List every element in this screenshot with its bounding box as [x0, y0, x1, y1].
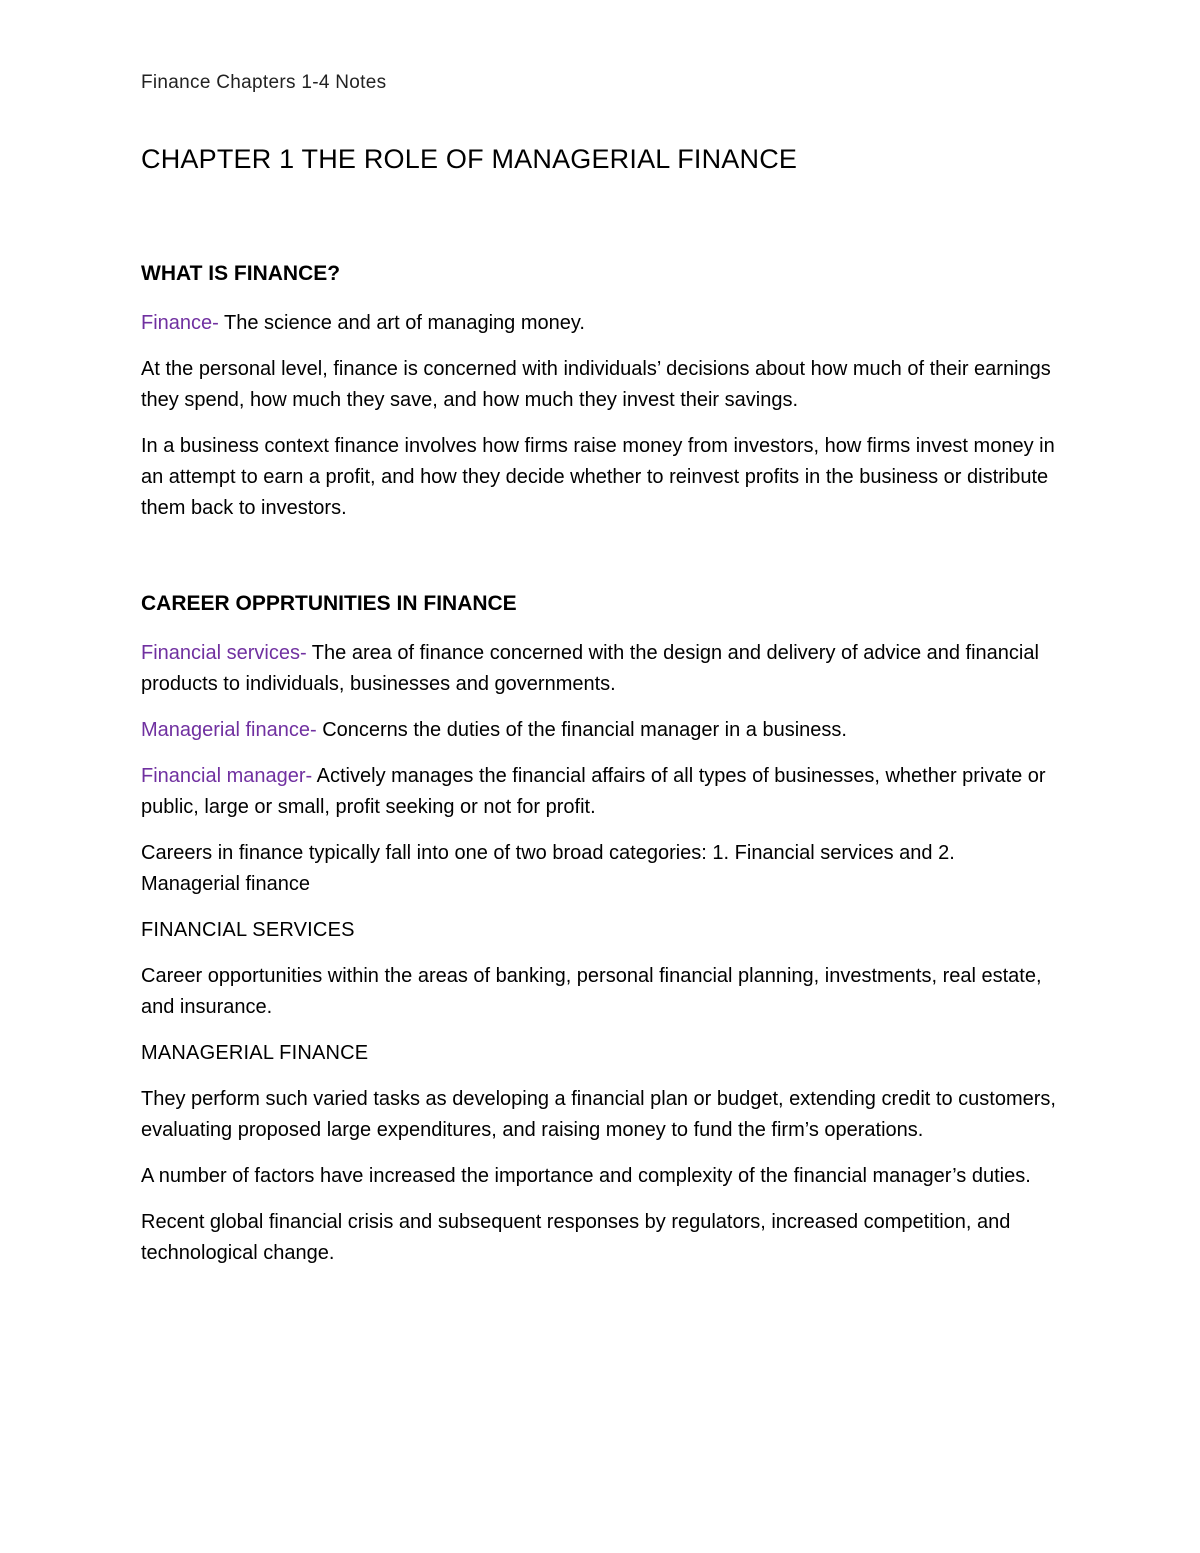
careers-categories-paragraph: Careers in finance typically fall into one of two broad categories: 1. Financial services and 2. Managerial finance: [141, 842, 955, 895]
career-opportunities-heading: CAREER OPPRTUNITIES IN FINANCE: [141, 592, 517, 615]
section-spacer: [141, 539, 1056, 588]
managerial-finance-paragraph: They perform such varied tasks as developing a financial plan or budget, extending credit to customers, evaluating proposed large expenditures, and raising money to fund the firm’s operations.: [141, 1088, 1056, 1141]
financial-manager-term: Financial manager-: [141, 765, 313, 787]
managerial-finance-definition: [141, 715, 1056, 746]
finance-term: Finance-: [141, 312, 219, 334]
factors-paragraph: A number of factors have increased the importance and complexity of the financial manager’s duties.: [141, 1165, 1031, 1187]
financial-manager-definition-text: Actively manages the financial affairs of all types of businesses, whether private or public, large or small, profit seeking or not for profit.: [141, 765, 1046, 818]
chapter-title: CHAPTER 1 THE ROLE OF MANAGERIAL FINANCE: [141, 144, 798, 174]
financial-services-term: Financial services-: [141, 642, 307, 664]
finance-definition: [141, 308, 1056, 339]
financial-manager-definition: [141, 761, 1056, 823]
page-header: Finance Chapters 1-4 Notes: [141, 72, 387, 93]
managerial-finance-term: Managerial finance-: [141, 719, 317, 741]
document-body: [141, 258, 1056, 1284]
financial-services-definition-text: The area of finance concerned with the design and delivery of advice and financial products to individuals, businesses and governments.: [141, 642, 1039, 695]
financial-services-definition: [141, 638, 1056, 700]
managerial-finance-definition-text: Concerns the duties of the financial manager in a business.: [316, 719, 847, 741]
managerial-finance-subheading: MANAGERIAL FINANCE: [141, 1042, 369, 1064]
financial-services-paragraph: Career opportunities within the areas of banking, personal financial planning, investments, real estate, and insurance.: [141, 965, 1042, 1018]
recent-changes-paragraph: Recent global financial crisis and subsequent responses by regulators, increased competition, and technological change.: [141, 1211, 1011, 1264]
what-is-finance-heading: WHAT IS FINANCE?: [141, 262, 341, 285]
finance-definition-text: The science and art of managing money.: [218, 312, 585, 334]
business-context-paragraph: In a business context finance involves how firms raise money from investors, how firms invest money in an attempt to earn a profit, and how they decide whether to reinvest profits in the business or distribute them back to investors.: [141, 435, 1055, 519]
personal-level-paragraph: At the personal level, finance is concerned with individuals’ decisions about how much of their earnings they spend, how much they save, and how much they invest their savings.: [141, 358, 1051, 411]
financial-services-subheading: FINANCIAL SERVICES: [141, 919, 355, 941]
